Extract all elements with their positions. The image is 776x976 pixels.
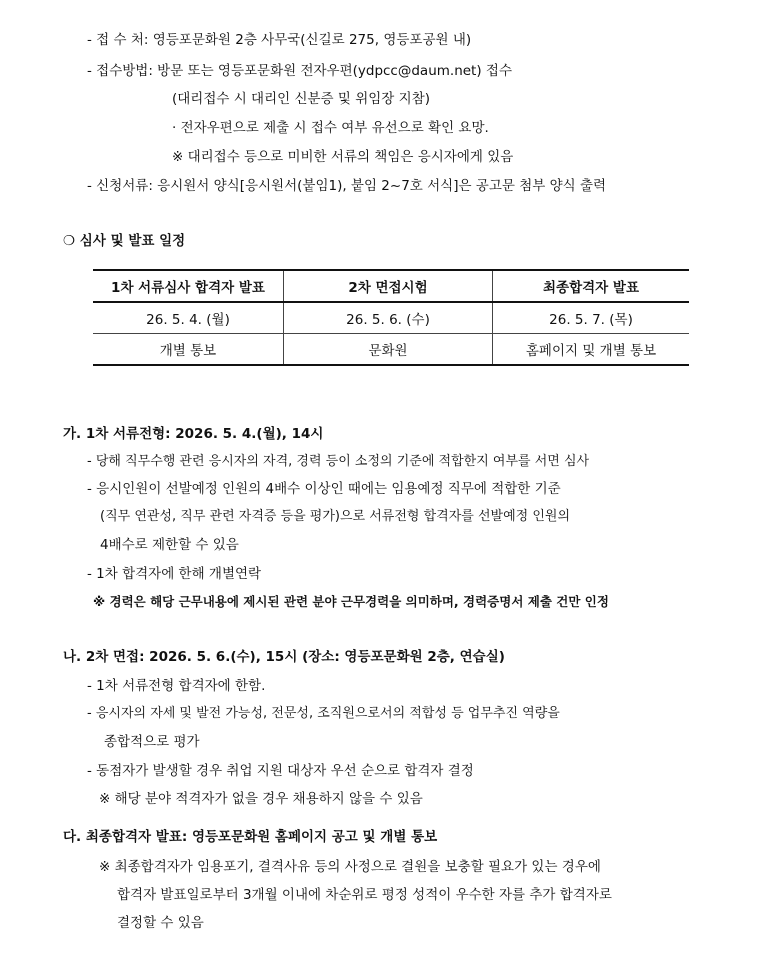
stage2-line: 종합적으로 평가 (104, 734, 200, 750)
stage1-line: - 1차 합격자에 한해 개별연락 (87, 566, 262, 582)
stage3-line: ※ 최종합격자가 임용포기, 결격사유 등의 사정으로 결원을 보충할 필요가 있는 경우에 (99, 859, 601, 875)
schedule-table (93, 269, 689, 366)
reception-method-note-1: (대리접수 시 대리인 신분증 및 위임장 지참) (172, 91, 430, 107)
reception-method-note-3: ※ 대리접수 등으로 미비한 서류의 책임은 응시자에게 있음 (172, 149, 514, 165)
stage2-line: - 동점자가 발생할 경우 취업 지원 대상자 우선 순으로 합격자 결정 (87, 763, 474, 779)
schedule-notice-row (93, 334, 689, 366)
schedule-cell: 26. 5. 4. (월) (146, 312, 230, 328)
schedule-cell: 홈페이지 및 개별 통보 (493, 334, 690, 366)
schedule-header-row (93, 270, 689, 302)
schedule-header-cell: 최종합격자 발표 (493, 270, 690, 302)
stage1-line: - 응시인원이 선발예정 인원의 4배수 이상인 때에는 임용예정 직무에 적합한 기준 (87, 481, 561, 497)
stage2-line: - 1차 서류전형 합격자에 한함. (87, 678, 266, 694)
schedule-heading: ❍ 심사 및 발표 일정 (63, 233, 186, 249)
stage3-line: 결정할 수 있음 (117, 915, 204, 931)
schedule-date-row (93, 302, 689, 334)
stage1-title: 가. 1차 서류전형: 2026. 5. 4.(월), 14시 (63, 426, 324, 442)
schedule-cell: 26. 5. 6. (수) (284, 302, 493, 334)
stage3-line: 합격자 발표일로부터 3개월 이내에 차순위로 평정 성적이 우수한 자를 추가 합격자로 (117, 887, 612, 903)
schedule-header-cell: 1차 서류심사 합격자 발표 (111, 280, 265, 296)
stage1-line: - 당해 직무수행 관련 응시자의 자격, 경력 등이 소정의 기준에 적합한지 여부를 서면 심사 (87, 454, 590, 469)
stage2-title: 나. 2차 면접: 2026. 5. 6.(수), 15시 (장소: 영등포문화원 2층, 연습실) (63, 649, 505, 665)
stage3-title: 다. 최종합격자 발표: 영등포문화원 홈페이지 공고 및 개별 통보 (63, 829, 438, 845)
reception-method: - 접수방법: 방문 또는 영등포문화원 전자우편(ydpcc@daum.net) 접수 (87, 63, 512, 79)
schedule-header-cell: 2차 면접시험 (284, 270, 493, 302)
stage2-line: ※ 해당 분야 적격자가 없을 경우 채용하지 않을 수 있음 (99, 791, 423, 807)
reception-documents: - 신청서류: 응시원서 양식[응시원서(붙임1), 붙임 2~7호 서식]은 공고문 첨부 양식 출력 (87, 178, 607, 194)
schedule-cell: 26. 5. 7. (목) (493, 302, 690, 334)
reception-place: - 접 수 처: 영등포문화원 2층 사무국(신길로 275, 영등포공원 내) (87, 32, 472, 48)
stage1-line: (직무 연관성, 직무 관련 자격증 등을 평가)으로 서류전형 합격자를 선발예정 인원의 (100, 509, 571, 524)
schedule-cell: 개별 통보 (159, 343, 217, 359)
stage2-line: - 응시자의 자세 및 발전 가능성, 전문성, 조직원으로서의 적합성 등 업무추진 역량을 (87, 706, 560, 721)
schedule-cell: 문화원 (284, 334, 493, 366)
stage1-career-note: ※ 경력은 해당 근무내용에 제시된 관련 분야 근무경력을 의미하며, 경력증명서 제출 건만 인정 (93, 594, 609, 609)
stage1-line: 4배수로 제한할 수 있음 (100, 537, 239, 553)
reception-method-note-2: · 전자우편으로 제출 시 접수 여부 유선으로 확인 요망. (172, 120, 489, 136)
